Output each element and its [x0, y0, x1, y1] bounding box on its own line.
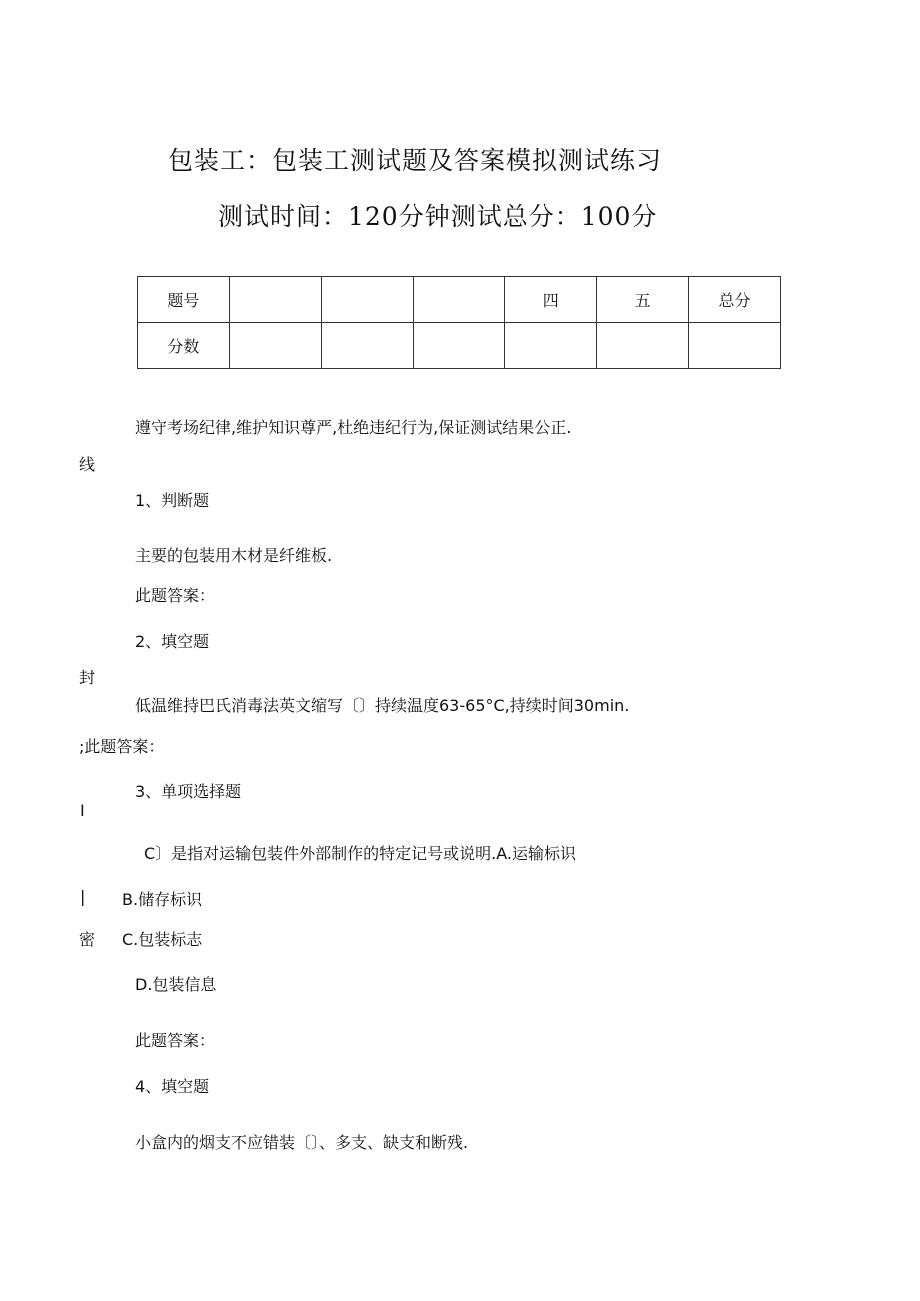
table-cell: 题号 — [138, 277, 230, 323]
question-3-option-c: C.包装标志 — [122, 930, 203, 949]
question-3-heading: 3、单项选择题 — [135, 782, 242, 801]
question-2-text: 低温维持巴氏消毒法英文缩写〔〕持续温度63-65°C,持续时间30min. — [135, 696, 630, 715]
question-3-option-b: B.储存标识 — [122, 890, 203, 909]
exam-notice: 遵守考场纪律,维护知识尊严,杜绝违纪行为,保证测试结果公正. — [135, 418, 572, 437]
table-row — [138, 277, 781, 323]
table-cell — [321, 323, 413, 369]
question-3-text: C〕是指对运输包装件外部制作的特定记号或说明.A.运输标识 — [144, 844, 577, 863]
table-cell — [413, 277, 505, 323]
table-cell: 五 — [597, 277, 689, 323]
table-cell — [413, 323, 505, 369]
margin-mark-secret: 密 — [79, 930, 96, 949]
margin-mark-bar-1: I — [80, 801, 85, 820]
question-2-heading: 2、填空题 — [135, 632, 210, 651]
table-cell — [689, 323, 781, 369]
table-cell — [505, 323, 597, 369]
table-row — [138, 323, 781, 369]
question-2-answer: ;此题答案： — [79, 737, 165, 756]
page-title: 包装工：包装工测试题及答案模拟测试练习 — [168, 146, 663, 175]
question-1-answer: 此题答案： — [135, 586, 216, 605]
margin-mark-bar-2: | — [80, 887, 86, 906]
table-cell — [597, 323, 689, 369]
table-cell: 四 — [505, 277, 597, 323]
question-1-text: 主要的包装用木材是纤维板. — [135, 546, 333, 565]
question-1-heading: 1、判断题 — [135, 491, 210, 510]
question-3-option-d: D.包装信息 — [135, 975, 217, 994]
table-cell — [321, 277, 413, 323]
table-cell: 分数 — [138, 323, 230, 369]
margin-mark-line: 线 — [79, 455, 96, 474]
question-3-answer: 此题答案： — [135, 1031, 216, 1050]
page-subtitle: 测试时间：120分钟测试总分：100分 — [218, 202, 658, 231]
score-table — [137, 276, 781, 369]
table-cell: 总分 — [689, 277, 781, 323]
table-cell — [229, 323, 321, 369]
question-4-text: 小盒内的烟支不应错装〔〕、多支、缺支和断残. — [135, 1133, 469, 1152]
margin-mark-seal: 封 — [79, 668, 96, 687]
table-cell — [229, 277, 321, 323]
question-4-heading: 4、填空题 — [135, 1077, 210, 1096]
